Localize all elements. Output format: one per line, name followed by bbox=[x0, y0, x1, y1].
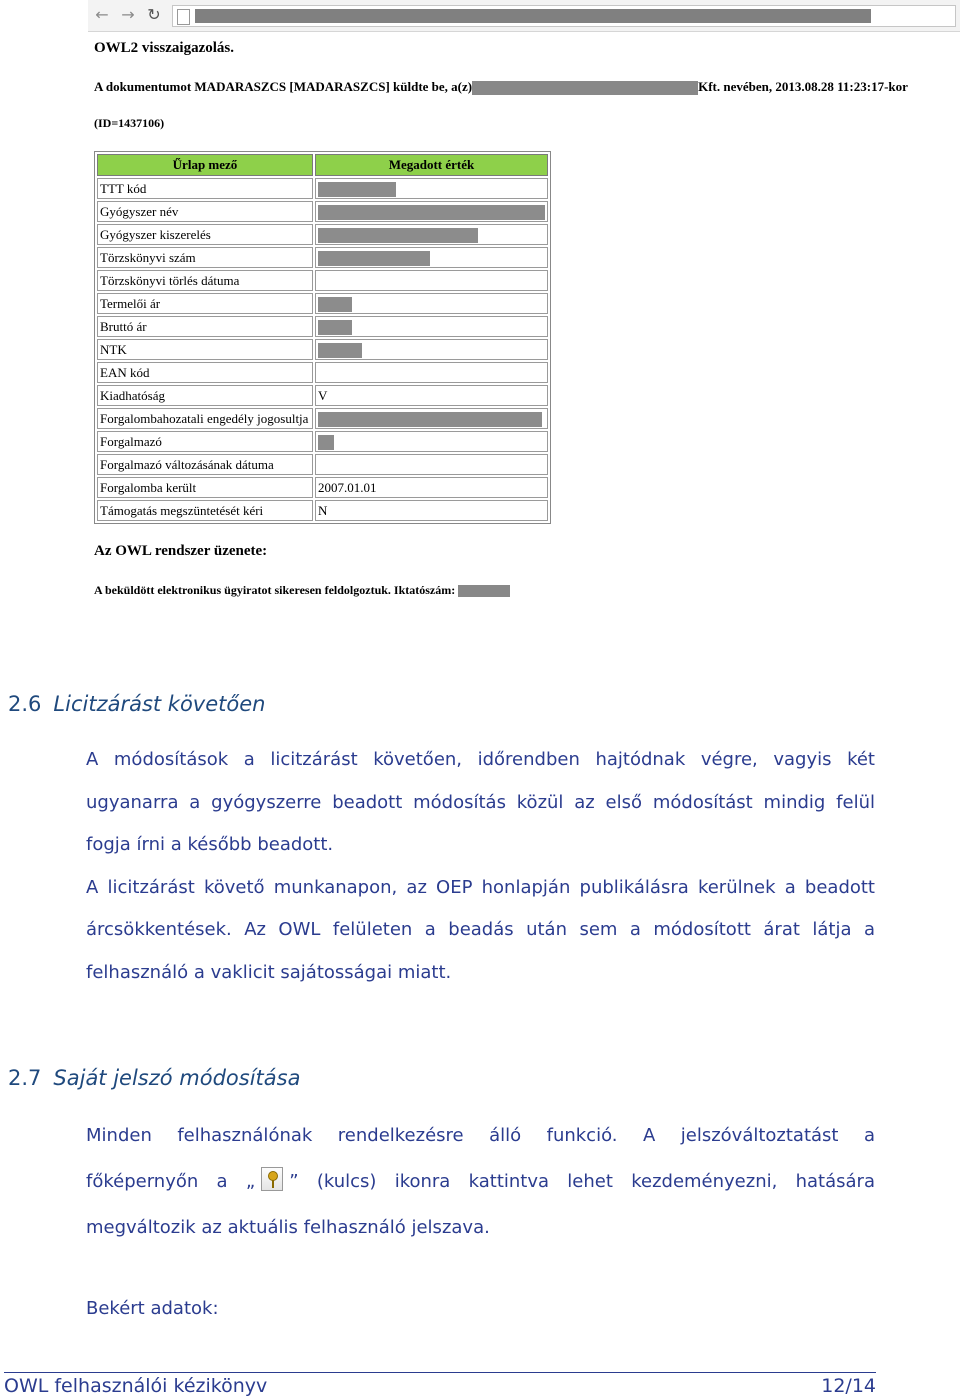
page-footer bbox=[4, 1372, 876, 1397]
value-redaction bbox=[318, 297, 352, 312]
line-text-before-icon: főképernyőn a „ bbox=[86, 1171, 256, 1192]
section-2-7-body bbox=[86, 1113, 875, 1251]
field-value bbox=[315, 339, 548, 360]
field-name: EAN kód bbox=[97, 362, 313, 383]
section-number: 2.6 bbox=[8, 692, 42, 716]
table-row bbox=[97, 385, 548, 406]
field-value bbox=[315, 408, 548, 429]
field-value bbox=[315, 224, 548, 245]
field-name: Bruttó ár bbox=[97, 316, 313, 337]
table-row bbox=[97, 316, 548, 337]
address-bar[interactable] bbox=[172, 5, 956, 27]
header-field: Űrlap mező bbox=[97, 154, 313, 176]
field-name: Kiadhatóság bbox=[97, 385, 313, 406]
value-redaction bbox=[318, 435, 334, 450]
value-redaction bbox=[318, 182, 396, 197]
table-row bbox=[97, 293, 548, 314]
field-value bbox=[315, 454, 548, 475]
table-row bbox=[97, 408, 548, 429]
table-row bbox=[97, 201, 548, 222]
company-redaction bbox=[472, 81, 698, 95]
field-value bbox=[315, 178, 548, 199]
field-name: Gyógyszer kiszerelés bbox=[97, 224, 313, 245]
paragraph-line: A licitzárást követő munkanapon, az OEP honlapján publikálásra kerülnek a beadott bbox=[86, 876, 875, 898]
field-value bbox=[315, 316, 548, 337]
field-value bbox=[315, 362, 548, 383]
field-value bbox=[315, 431, 548, 452]
field-value bbox=[315, 247, 548, 268]
page-number: 12/14 bbox=[821, 1375, 876, 1397]
paragraph-line: Minden felhasználónak rendelkezésre álló funkció. A jelszóváltoztatást a bbox=[86, 1125, 875, 1146]
system-message-body: A beküldött elektronikus ügyiratot sikeresen feldolgoztuk. Iktatószám: bbox=[94, 583, 456, 597]
paragraph-line: A módosítások a licitzárást követően, időrendben hajtódnak végre, vagyis két bbox=[86, 749, 875, 770]
field-value bbox=[315, 201, 548, 222]
field-value bbox=[315, 293, 548, 314]
value-redaction bbox=[318, 320, 352, 335]
reload-icon[interactable]: ↻ bbox=[147, 5, 161, 24]
submitted-prefix: A dokumentumot MADARASZCS [MADARASZCS] küldte be, a(z) bbox=[94, 79, 473, 94]
submitted-suffix: Kft. nevében, 2013.08.28 11:23:17-kor bbox=[698, 79, 908, 94]
browser-toolbar bbox=[88, 0, 960, 32]
section-2-7-heading bbox=[8, 1066, 300, 1090]
field-value: 2007.01.01 bbox=[315, 477, 548, 498]
paragraph-line: árcsökkentések. Az OWL felületen a beadás után sem a módosított árat látja a bbox=[86, 919, 875, 940]
table-row bbox=[97, 247, 548, 268]
table-row bbox=[97, 339, 548, 360]
form-table bbox=[94, 151, 551, 524]
table-row bbox=[97, 362, 548, 383]
field-value: N bbox=[315, 500, 548, 521]
value-redaction bbox=[318, 412, 542, 427]
field-name: Gyógyszer név bbox=[97, 201, 313, 222]
paragraph-line: ugyanarra a gyógyszerre beadott módosítás közül az első módosítást mindig felül bbox=[86, 791, 875, 813]
table-row bbox=[97, 178, 548, 199]
value-redaction bbox=[318, 205, 545, 220]
field-value: V bbox=[315, 385, 548, 406]
table-row bbox=[97, 431, 548, 452]
footer-title: OWL felhasználói kézikönyv bbox=[4, 1375, 268, 1397]
filing-number-redaction bbox=[458, 585, 510, 597]
owl-title: OWL2 visszaigazolás. bbox=[94, 40, 235, 56]
table-row bbox=[97, 270, 548, 291]
field-name: Forgalombahozatali engedély jogosultja bbox=[97, 408, 313, 429]
field-name: TTT kód bbox=[97, 178, 313, 199]
bekert-label: Bekért adatok: bbox=[86, 1298, 219, 1319]
table-row bbox=[97, 454, 548, 475]
paragraph-line: felhasználó a vaklicit sajátosságai miatt. bbox=[86, 961, 452, 983]
forward-arrow-icon[interactable]: → bbox=[121, 5, 135, 24]
page-icon bbox=[177, 9, 190, 25]
field-value bbox=[315, 270, 548, 291]
line-text-after-icon: ” (kulcs) ikonra kattintva lehet kezdeményezni, hatására bbox=[289, 1171, 875, 1192]
value-redaction bbox=[318, 228, 478, 243]
field-name: Forgalmazó változásának dátuma bbox=[97, 454, 313, 475]
table-header-row bbox=[97, 154, 548, 176]
back-arrow-icon[interactable]: ← bbox=[95, 5, 109, 24]
table-row bbox=[97, 500, 548, 521]
section-2-6-heading bbox=[8, 692, 265, 716]
value-redaction bbox=[318, 343, 362, 358]
bekert-adatok bbox=[86, 1288, 875, 1331]
field-name: Forgalmazó bbox=[97, 431, 313, 452]
submitted-line bbox=[94, 79, 908, 95]
section-2-6-body bbox=[86, 739, 875, 994]
field-name: Törzskönyvi szám bbox=[97, 247, 313, 268]
value-redaction bbox=[318, 251, 430, 266]
key-icon bbox=[261, 1167, 283, 1191]
section-number: 2.7 bbox=[8, 1066, 42, 1090]
field-name: Termelői ár bbox=[97, 293, 313, 314]
header-value: Megadott érték bbox=[315, 154, 548, 176]
field-name: Forgalomba került bbox=[97, 477, 313, 498]
table-row bbox=[97, 224, 548, 245]
address-redaction bbox=[195, 9, 871, 23]
section-title: Licitzárást követően bbox=[53, 692, 266, 716]
paragraph-line bbox=[86, 1159, 875, 1205]
field-name: Törzskönyvi törlés dátuma bbox=[97, 270, 313, 291]
form-table-body bbox=[97, 178, 548, 521]
paragraph-line: megváltozik az aktuális felhasználó jelszava. bbox=[86, 1217, 490, 1238]
table-row bbox=[97, 477, 548, 498]
paragraph-line: fogja írni a később beadott. bbox=[86, 834, 334, 855]
field-name: Támogatás megszüntetését kéri bbox=[97, 500, 313, 521]
system-message-title: Az OWL rendszer üzenete: bbox=[94, 543, 268, 559]
field-name: NTK bbox=[97, 339, 313, 360]
document-id: (ID=1437106) bbox=[94, 116, 165, 130]
section-title: Saját jelszó módosítása bbox=[53, 1066, 301, 1090]
system-message-text bbox=[94, 583, 510, 598]
